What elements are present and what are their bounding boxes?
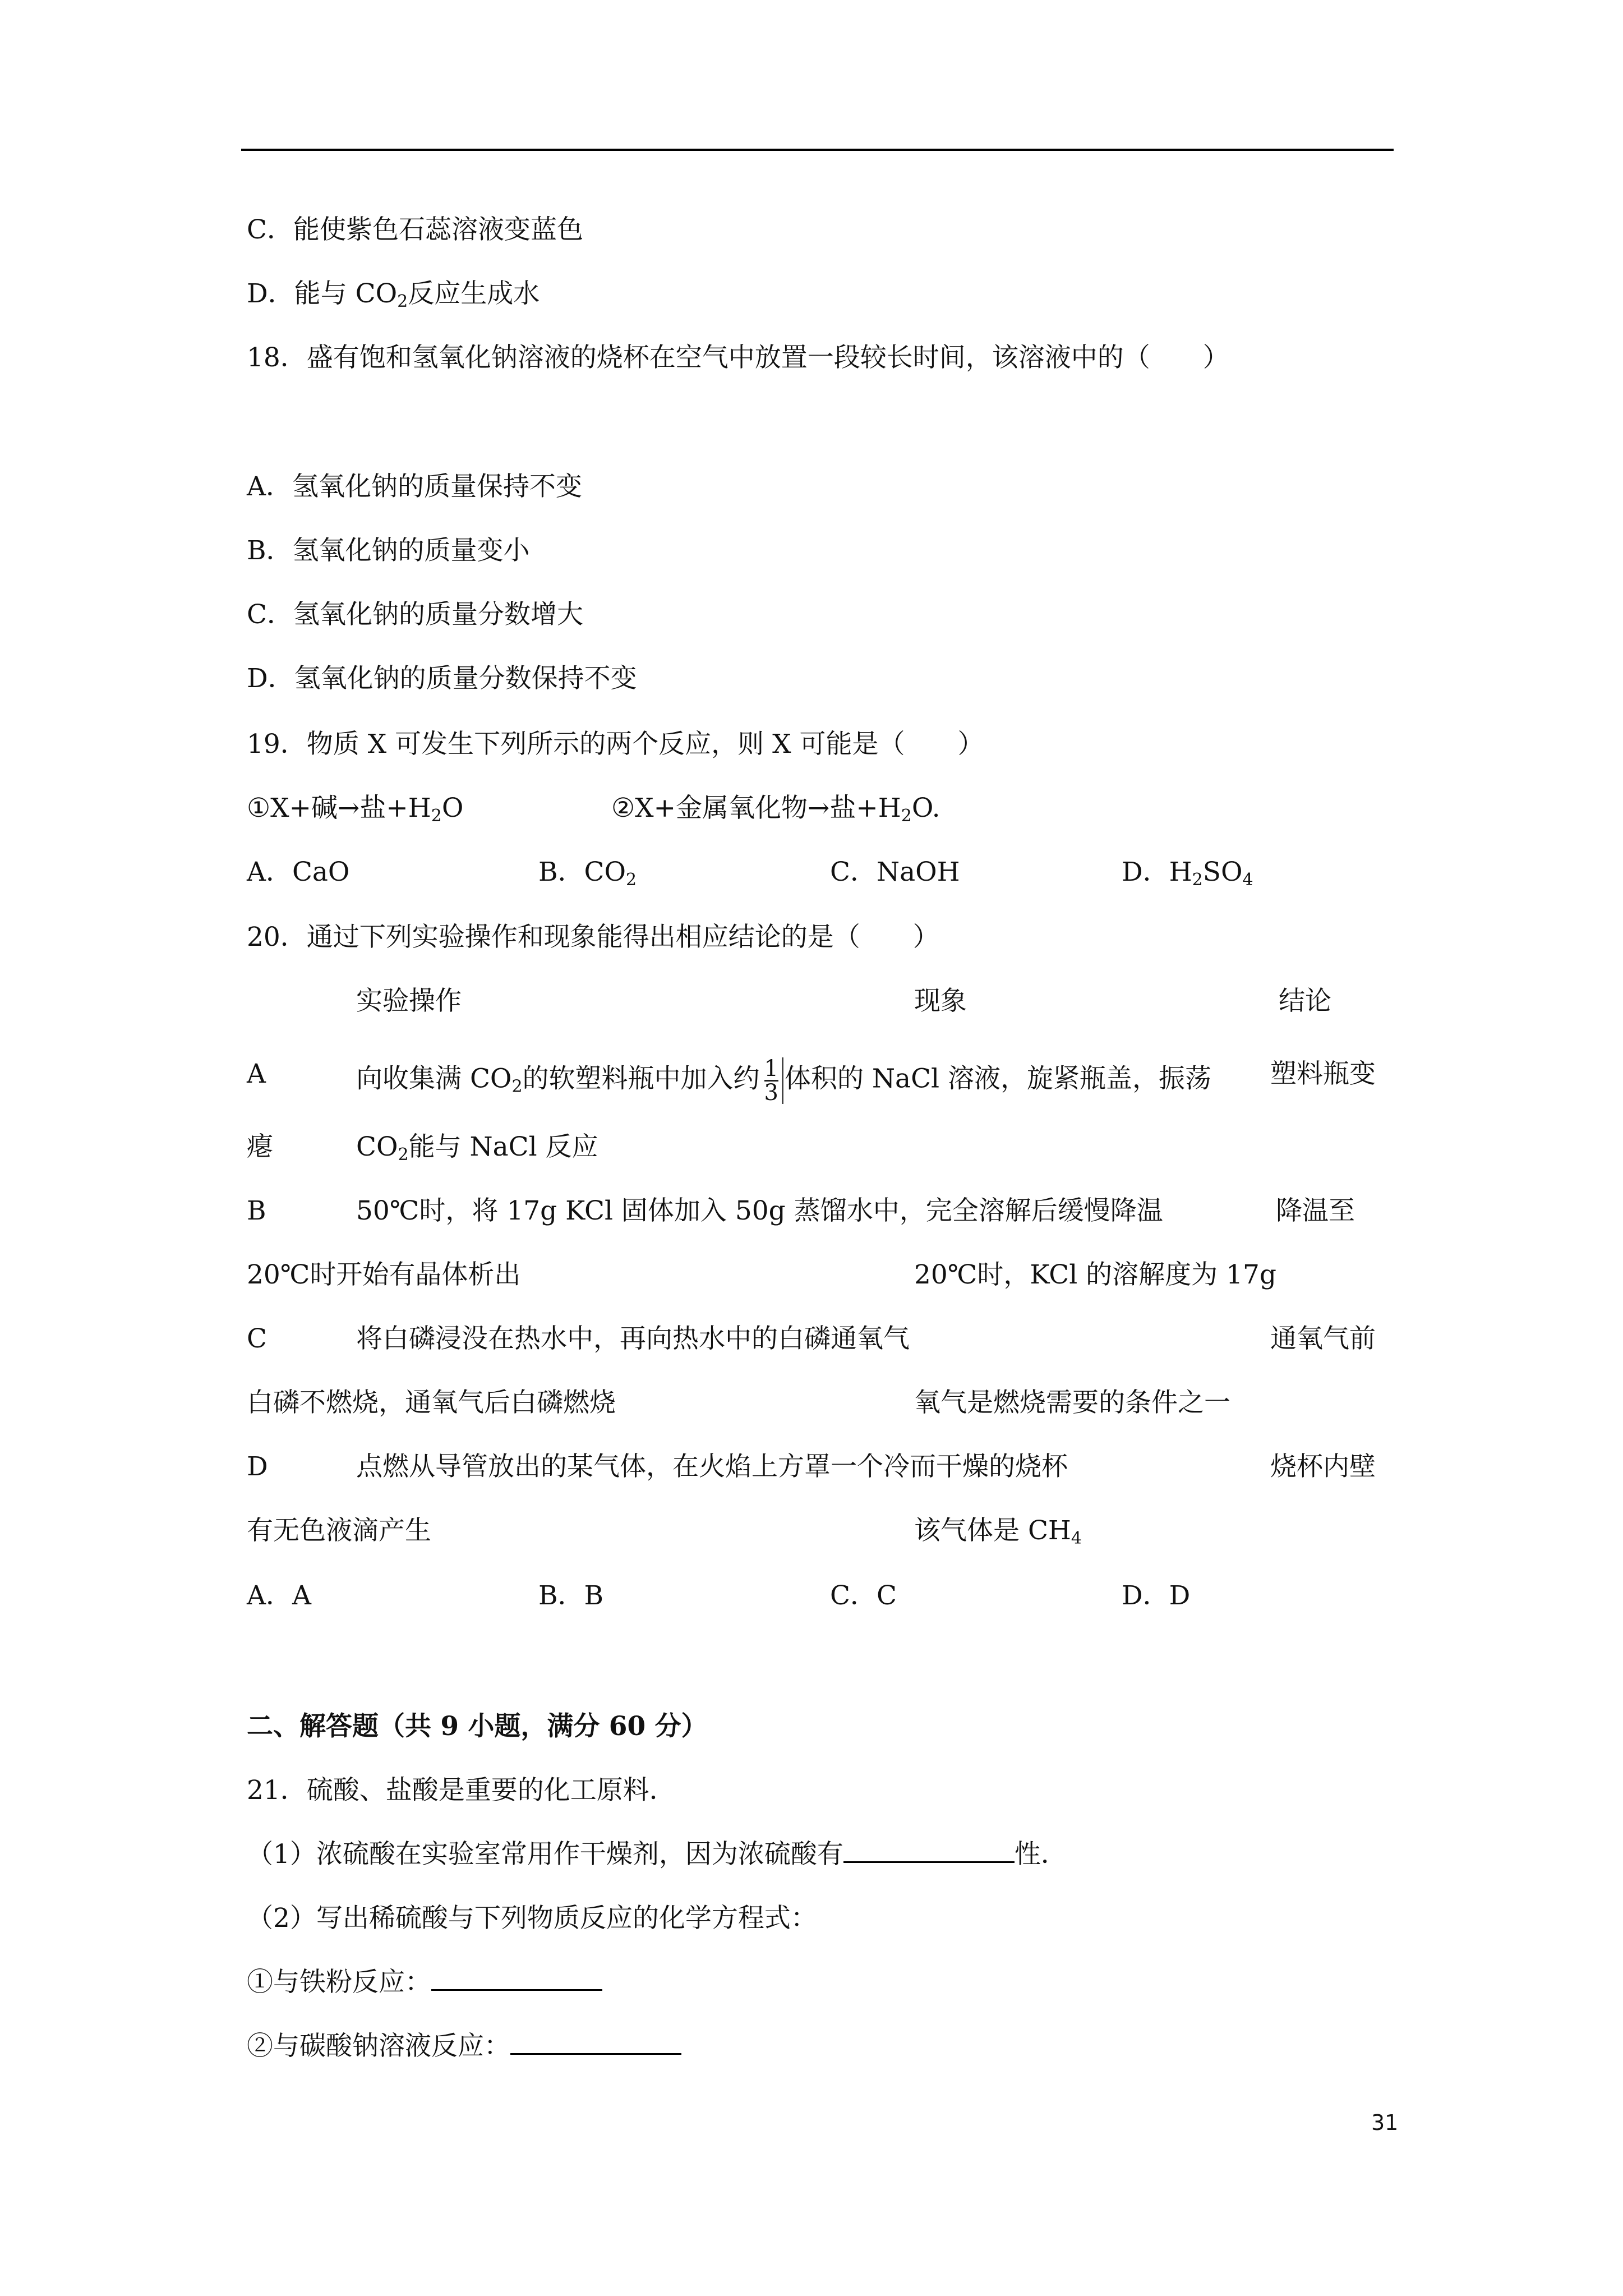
- q20-option-b: B．B: [538, 1580, 604, 1611]
- q19-option-b: B．$CO_2$: [538, 857, 637, 890]
- answer-blank[interactable]: [431, 1969, 602, 1991]
- q18-option-a: A．氢氧化钠的质量保持不变: [247, 471, 582, 502]
- q21-part-2b: ②与碳酸钠溶液反应：: [247, 2030, 681, 2063]
- q17-option-c: C．能使紫色石蕊溶液变蓝色: [247, 214, 583, 245]
- q20-option-d: D．D: [1122, 1580, 1191, 1611]
- q18-option-b: B．氢氧化钠的质量变小: [247, 535, 530, 566]
- q20-row-b-phenomenon: 降温至: [1276, 1195, 1355, 1226]
- q21-part-2: （2）写出稀硫酸与下列物质反应的化学方程式：: [247, 1903, 817, 1934]
- q20-option-c: C．C: [830, 1580, 897, 1611]
- q20-row-a-operation: 向收集满 $CO_2$的软塑料瓶中加入约 $\frac{1}{3}$ 体积的 NaCl 溶液，旋紧瓶盖，振荡: [356, 1056, 1212, 1106]
- q20-header-operation: 实验操作: [356, 986, 462, 1016]
- q19-option-d: D．$H_2SO_4$: [1122, 857, 1253, 890]
- q20-row-a-label: A: [247, 1059, 266, 1089]
- q19-reaction-2: ②X+金属氧化物→盐$+H_2O$.: [611, 793, 940, 826]
- q20-row-c-label: C: [247, 1323, 267, 1354]
- q20-row-a-phenomenon: 塑料瓶变: [1270, 1059, 1376, 1089]
- q20-row-d-label: D: [247, 1451, 268, 1482]
- header-rule: [241, 149, 1394, 151]
- q19-reaction-1: ①X+碱→盐$+H_2O$: [247, 793, 464, 826]
- q19-option-c: C．NaOH: [830, 857, 960, 887]
- q20-option-a: A．A: [247, 1580, 311, 1611]
- answer-blank[interactable]: [510, 2033, 681, 2055]
- q20-row-b-label: B: [247, 1195, 266, 1226]
- q20-row-c-phenomenon: 通氧气前: [1270, 1323, 1376, 1354]
- q20-row-d-phenomenon: 烧杯内壁: [1270, 1451, 1376, 1482]
- q20-header-phenomenon: 现象: [914, 986, 967, 1016]
- q20-row-c-operation: 将白磷浸没在热水中，再向热水中的白磷通氧气: [356, 1323, 910, 1354]
- answer-blank[interactable]: [843, 1841, 1015, 1863]
- q21-part-1: （1）浓硫酸在实验室常用作干燥剂，因为浓硫酸有 性．: [247, 1839, 1067, 1870]
- q21-stem: 21．硫酸、盐酸是重要的化工原料．: [247, 1775, 676, 1806]
- q18-stem: 18．盛有饱和氢氧化钠溶液的烧杯在空气中放置一段较长时间，该溶液中的（ ）: [247, 342, 1229, 373]
- q18-option-d: D．氢氧化钠的质量分数保持不变: [247, 663, 637, 694]
- page-number: 31: [1371, 2110, 1399, 2135]
- fraction-one-third: $\frac{1}{3}$: [761, 1057, 783, 1104]
- q20-row-d-operation: 点燃从导管放出的某气体，在火焰上方罩一个冷而干燥的烧杯: [356, 1451, 1068, 1482]
- q20-stem: 20．通过下列实验操作和现象能得出相应结论的是（ ）: [247, 922, 939, 953]
- q20-row-b-conclusion: 20℃时，KCl 的溶解度为 17g: [914, 1259, 1276, 1290]
- q20-row-d-phenomenon-cont: 有无色液滴产生: [247, 1515, 431, 1546]
- q18-option-c: C．氢氧化钠的质量分数增大: [247, 599, 583, 630]
- q20-row-b-operation: 50℃时，将 17g KCl 固体加入 50g 蒸馏水中，完全溶解后缓慢降温: [356, 1195, 1163, 1226]
- q20-row-b-phenomenon-cont: 20℃时开始有晶体析出: [247, 1259, 521, 1290]
- q21-part-2a: ①与铁粉反应：: [247, 1966, 602, 1999]
- q20-row-c-conclusion: 氧气是燃烧需要的条件之一: [914, 1387, 1230, 1418]
- q19-option-a: A．CaO: [247, 857, 350, 887]
- q20-row-c-phenomenon-cont: 白磷不燃烧，通氧气后白磷燃烧: [247, 1387, 616, 1418]
- q17-option-d: D．能与 $CO_2$反应生成水: [247, 278, 540, 311]
- q20-row-a-phenomenon-cont: 瘪: [247, 1131, 273, 1162]
- q19-stem: 19．物质 X 可发生下列所示的两个反应，则 X 可能是（ ）: [247, 729, 984, 760]
- section-2-heading: 二、解答题（共 9 小题，满分 60 分）: [247, 1711, 708, 1742]
- q20-header-conclusion: 结论: [1279, 986, 1331, 1016]
- q20-row-d-conclusion: 该气体是 $CH_4$: [914, 1515, 1082, 1548]
- q20-row-a-conclusion: $CO_2$能与 NaCl 反应: [356, 1131, 598, 1165]
